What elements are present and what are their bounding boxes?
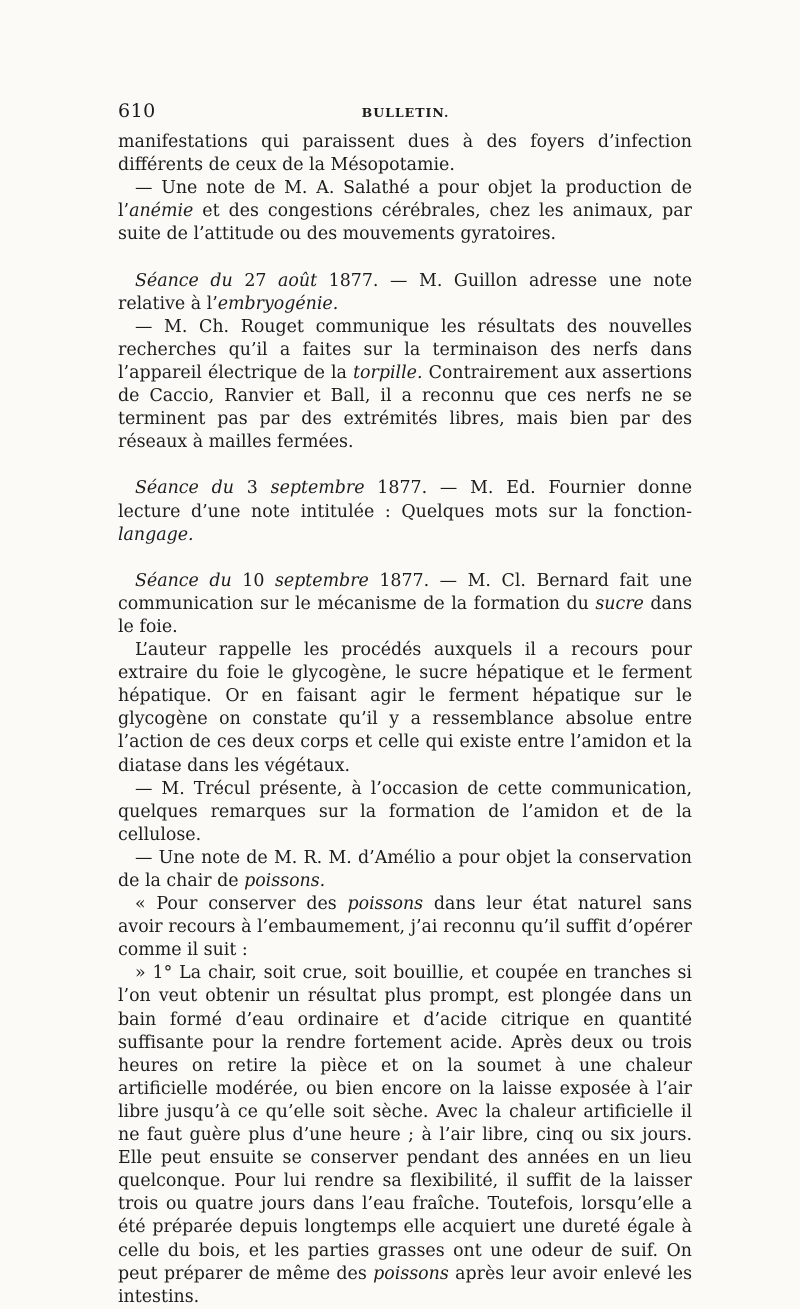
paragraph-quote-intro: « Pour conserver des poissons dans leur état naturel sans avoir recours à l’embaumement, j’ai reconnu qu’il suffit d’opérer comme il suit : <box>118 894 692 961</box>
body-text <box>118 131 692 1309</box>
paragraph-trecul: — M. Trécul présente, à l’occasion de cette communication, quelques remarques sur la formation de l’amidon et de la cellulose. <box>118 778 692 845</box>
page-number: 610 <box>118 100 156 122</box>
section-gap <box>118 547 692 570</box>
running-title: BULLETIN. <box>361 105 450 120</box>
paragraph-rouget: — M. Ch. Rouget communique les résultats des nouvelles recherches qu’il a faites sur la terminaison des nerfs dans l’appareil électrique de la torpille. Contrairement aux assertions de Caccio, Ranvier et Ball, il a reconnu que ces nerfs ne se terminent pas par des extrémités libres, mais bien par des réseaux à mailles fermées. <box>118 316 692 453</box>
seance-3-septembre-heading: Séance du 3 septembre 1877. — M. Ed. Fournier donne lecture d’une note intitulée : Quelques mots sur la fonction-langage. <box>118 478 692 545</box>
seance-10-septembre-heading: Séance du 10 septembre 1877. — M. Cl. Bernard fait une communication sur le mécanisme de la formation du sucre dans le foie. <box>118 570 692 637</box>
page-header <box>118 100 693 126</box>
paragraph-method: » 1° La chair, soit crue, soit bouillie, et coupée en tranches si l’on veut obtenir un résultat plus prompt, est plongée dans un bain formé d’eau ordinaire et d’acide citrique en quantité suffisante pour la rendre fortement acide. Après deux ou trois heures on retire la pièce et on la soumet à une chaleur artificielle modérée, ou bien encore on la laisse exposée à l’air libre jusqu’à ce qu’elle soit sèche. Avec la chaleur artificielle il ne faut guère plus d’une heure ; à l’air libre, cinq ou six jours. Elle peut ensuite se conserver pendant des années en un lieu quelconque. Pour lui rendre sa flexibilité, il suffit de la laisser trois ou quatre jours dans l’eau fraîche. Toutefois, lorsqu’elle a été préparée depuis longtemps elle acquiert une dureté égale à celle du bois, et les parties grasses ont une odeur de suif. On peut préparer de même des poissons après leur avoir enlevé les intestins. <box>118 963 692 1307</box>
paragraph-salathe-note: — Une note de M. A. Salathé a pour objet la production de l’anémie et des congestions cérébrales, chez les animaux, par suite de l’attitude ou des mouvements gyratoires. <box>118 178 692 245</box>
paragraph-glycogene: L’auteur rappelle les procédés auxquels il a recours pour extraire du foie le glycogène, le sucre hépatique et le ferment hépatique. Or en faisant agir le ferment hépatique sur le glycogène on constate qu’il y a ressemblance absolue entre l’action de ces deux corps et celle qui existe entre l’amidon et la diatase dans les végétaux. <box>118 640 692 776</box>
section-gap <box>118 454 692 477</box>
section-gap <box>118 246 692 269</box>
paragraph-continuation: manifestations qui paraissent dues à des foyers d’infection différents de ceux de la Mésopotamie. <box>118 132 692 176</box>
paragraph-amelio: — Une note de M. R. M. d’Amélio a pour objet la conservation de la chair de poissons. <box>118 847 692 891</box>
seance-27-aout-heading: Séance du 27 août 1877. — M. Guillon adresse une note relative à l’embryogénie. <box>118 270 693 314</box>
